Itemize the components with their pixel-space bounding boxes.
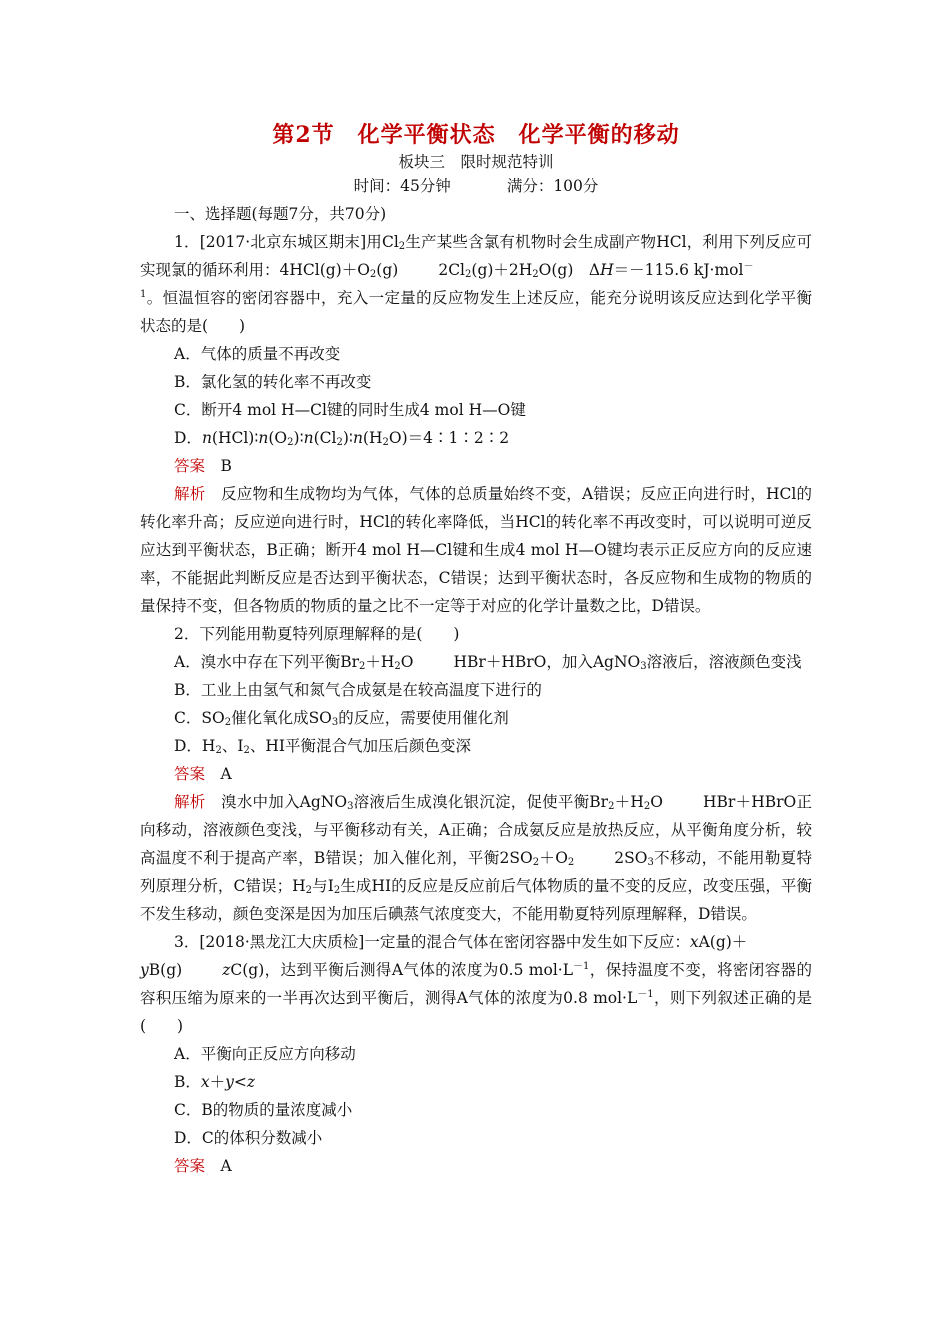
- question-3-option-d: D．C的体积分数减小: [174, 1129, 323, 1147]
- time-info: 时间：45分钟: [353, 177, 451, 195]
- document-page: [140, 120, 812, 1180]
- question-1-option-d: D．$n(HCl)∶n(O_2)∶n(Cl_2)∶n(H_2O)=4∶1∶2∶2$: [174, 429, 510, 448]
- section-subtitle: 板块三 限时规范特训: [398, 153, 554, 171]
- question-1-analysis: 解析 反应物和生成物均为气体，气体的总质量始终不变，A错误；反应正向进行时，HCl的转化率升高；反应逆向进行时，HCl的转化率降低，当HCl的转化率不再改变时，可以说明可逆反应达到平衡状态，B正确；断开4 mol H—Cl键和生成4 mol H—O键均表示正反应方向的反应速率，不能据此判断反应是否达到平衡状态，C错误；达到平衡状态时，各反应物和生成物的物质的量保持不变，但各物质的物质的量之比不一定等于对应的化学计量数之比，D错误。: [140, 485, 812, 615]
- score-info: 满分：100分: [506, 177, 599, 195]
- part-heading: 一、选择题(每题7分，共70分): [174, 205, 387, 223]
- question-3-option-a: A．平衡向正反应方向移动: [174, 1045, 356, 1063]
- question-2-analysis: 解析 溴水中加入AgNO$_3$溶液后生成溴化银沉淀，促使平衡$Br_2+H_2O$ HBr＋HBrO正向移动，溶液颜色变浅，与平衡移动有关，A正确；合成氨反应是放热反应，从平衡角度分析，较高温度不利于提高产率，B错误；加入催化剂，平衡$2SO_2+O_2$ $2SO_3$不移动，不能用勒夏特列原理分析，C错误；$H_2$与$I_2$生成HI的反应是反应前后气体物质的量不变的反应，改变压强，平衡不发生移动，颜色变深是因为加压后碘蒸气浓度变大，不能用勒夏特列原理解释，D错误。: [140, 793, 812, 923]
- question-2-answer: 答案 A: [174, 765, 232, 783]
- question-1-answer: 答案 B: [174, 457, 232, 475]
- question-1-option-b: B．氯化氢的转化率不再改变: [174, 373, 372, 391]
- question-1-option-a: A．气体的质量不再改变: [174, 345, 341, 363]
- exam-info: [140, 174, 812, 198]
- page-title: 第2节 化学平衡状态 化学平衡的移动: [272, 122, 680, 148]
- question-1-option-c: C．断开4 mol H—Cl键的同时生成4 mol H—O键: [174, 401, 526, 419]
- question-2-option-d: D．$H_2$、$I_2$、HI平衡混合气加压后颜色变深: [174, 737, 471, 756]
- question-1-stem: 1．[2017·北京东城区期末]用$Cl_2$生产某些含氯有机物时会生成副产物HCl，利用下列反应可实现氯的循环利用：$4HCl(g)+O_2(g)$ $2Cl_2(g)+2H_2O(g)$ ΔH＝－115.6 kJ·mol－ $^1$。恒温恒容的密闭容器中，充入一定量的反应物发生上述反应，能充分说明该反应达到化学平衡状态的是( ): [140, 233, 812, 335]
- question-2-option-a: A．溴水中存在下列平衡$Br_2+H_2O$ HBr＋HBrO，加入AgNO$_3$溶液后，溶液颜色变浅: [174, 653, 802, 672]
- question-3-answer: 答案 A: [174, 1157, 232, 1175]
- question-2-option-b: B．工业上由氢气和氮气合成氨是在较高温度下进行的: [174, 681, 542, 699]
- question-2-option-c: C．$SO_2$催化氧化成$SO_3$的反应，需要使用催化剂: [174, 709, 509, 728]
- question-3-option-c: C．B的物质的量浓度减小: [174, 1101, 353, 1119]
- question-3-option-b: B．x＋y<z: [174, 1073, 256, 1091]
- question-3-stem: 3．[2018·黑龙江大庆质检]一定量的混合气体在密闭容器中发生如下反应：xA(g)＋ yB(g) zC(g)，达到平衡后测得A气体的浓度为0.5 $mol\cdot L^{-1}$，保持温度不变，将密闭容器的容积压缩为原来的一半再次达到平衡后，测得A气体的浓度为0.8 $mol\cdot L^{-1}$，则下列叙述正确的是( ): [140, 933, 812, 1035]
- question-2-stem: 2．下列能用勒夏特列原理解释的是( ): [174, 625, 460, 643]
